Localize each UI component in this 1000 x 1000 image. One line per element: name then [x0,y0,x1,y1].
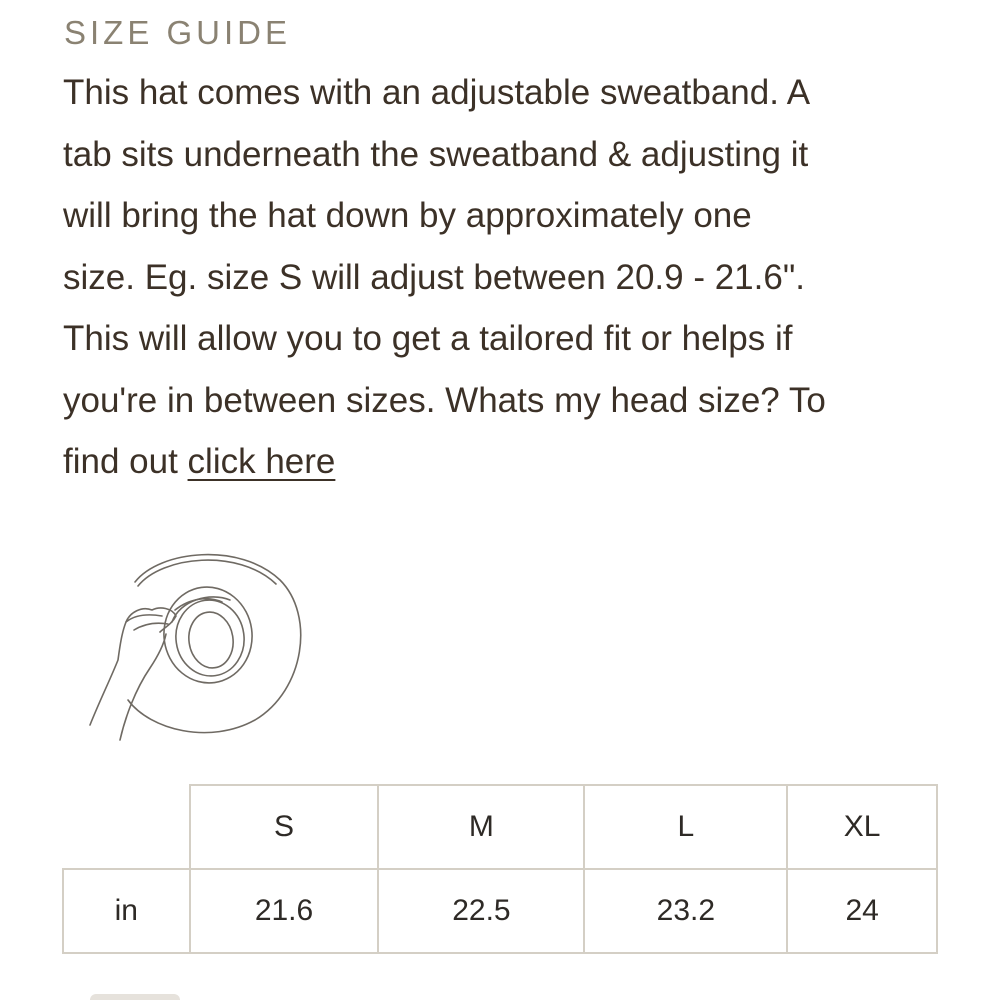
size-header-row [63,785,937,869]
header-size-s: S [190,785,379,869]
value-size-xl: 24 [787,869,937,953]
value-size-s: 21.6 [190,869,379,953]
value-size-l: 23.2 [584,869,787,953]
hand-finger-1 [126,615,162,622]
header-size-l: L [584,785,787,869]
hand-outline [90,608,176,725]
header-blank-cell [63,785,190,869]
header-size-m: M [378,785,584,869]
table-row [63,869,937,953]
hat-brim-outline [128,555,301,733]
size-guide-description [63,62,943,493]
size-guide-heading: SIZE GUIDE [64,14,292,51]
click-here-link[interactable]: click here [187,442,336,481]
header-size-xl: XL [787,785,937,869]
partial-button-edge [90,994,180,1000]
size-table [62,784,938,954]
value-size-m: 22.5 [378,869,584,953]
size-guide-body-text: This hat comes with an adjustable sweatband. A tab sits underneath the sweatband & adjusting it will bring the hat down by approximately one size. Eg. size S will adjust between 20.9 - 21.6". This will allow you to get a tailored fit or helps if you're in between sizes. Whats my head size? To find out [63,73,826,481]
hat-crown-core [185,609,236,671]
row-unit-label: in [63,869,190,953]
hat-sweatband-illustration-icon [80,540,310,750]
